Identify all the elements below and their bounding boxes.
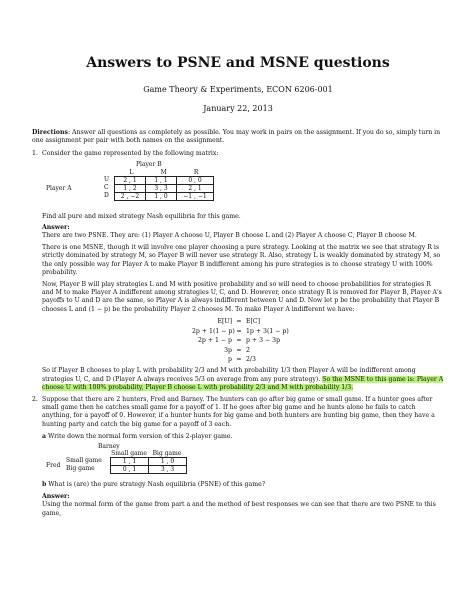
question-2	[32, 396, 444, 518]
payoff-cell: 3 , 3	[149, 465, 187, 473]
document-date: January 22, 2013	[203, 104, 273, 113]
row-header: U	[104, 175, 110, 183]
question-prompt: Suppose that there are 2 hunters, Fred and Barney. The hunters can go after big game or small game. If a hunter goes after small game then he catches small game for a payoff of 1. If he goes after big game and he hunts alone he fails to catch anything, for a payoff of 0. However, if a hunter hunts for big game and both hunters are hunting big game, then they have a hunting party and catch the big game for a payoff of 3 each.	[42, 395, 435, 428]
payoff-cell: 2 , −2	[115, 192, 146, 200]
conclusion-paragraph	[42, 367, 444, 392]
column-headers	[110, 450, 186, 457]
question-number: 1.	[32, 150, 38, 158]
column-header: M	[160, 168, 167, 176]
equation-row: 2p + 1(1 − p) = 1p + 3(1 − p)	[192, 327, 289, 335]
payoff-cell: −1 , −1	[177, 192, 214, 200]
question-1	[32, 150, 444, 392]
table-row	[111, 457, 187, 465]
column-player-label: Player B	[136, 160, 162, 168]
part-a-prompt: a Write down the normal form version of this 2-player game.	[42, 432, 233, 440]
row-headers	[66, 457, 102, 473]
table-row	[111, 465, 187, 473]
table-row	[115, 192, 214, 200]
payoff-cell: 2 , 1	[115, 176, 146, 184]
column-headers	[116, 169, 212, 176]
question-prompt: Consider the game represented by the following matrix:	[42, 150, 219, 158]
question-task: Find all pure and mixed strategy Nash equilibria for this game.	[42, 212, 241, 220]
question-number: 2.	[32, 395, 38, 403]
table-row	[115, 176, 214, 184]
answer-paragraph: There is one MSNE, though it will involve one player choosing a pure strategy. Looking at the matrix we see that strategy R is strictly dominated by strategy M, so Player B will never use strategy R. Also, strategy L is weakly dominated by strategy M, so the only possible way for Player A to make Player B indifferent among his pure strategies is to choose strategy U with 100% probability.	[42, 244, 441, 276]
payoff-cell: 0 , 1	[111, 465, 149, 473]
conclusion-text: So if Player B chooses to play L with probability 2/3 and M with probability 1/3 then Player A will be indifferent among strategies U, C, and D (Player A always receives 5/3 on average from any pure strategy).	[42, 367, 416, 383]
row-player-label: Player A	[46, 184, 72, 192]
answer-paragraph: Using the normal form of the game from part a and the method of best responses we can see that there are two PSNE to this game,	[42, 501, 436, 517]
payoff-cell: 1 , 2	[115, 184, 146, 192]
answer-paragraph: Now, Player B will play strategies L and M with positive probability and so will need to choose probabilities for strategies R and M to make Player A indifferent among strategies U, C, and D. However, once strategy R is removed for Player B, Player A's payoffs to U and D are the same, so Player A is always indifferent between U and D. Now let p be the probability that Player B chooses L and (1 − p) be the probability Player 2 chooses M. To make Player A indifferent we have:	[42, 281, 442, 313]
payoff-table	[110, 457, 187, 474]
row-header: Big game	[66, 464, 95, 472]
highlighted-answer: So the MSNE to this game is: Player A choose U with 100% probability, Player B choose L with probability 2/3 and M with probability 1/3.	[42, 375, 444, 391]
answer-label: Answer:	[42, 493, 70, 501]
payoff-cell: 0 , 0	[177, 176, 214, 184]
equation-row: 3p = 2	[224, 346, 250, 354]
equation-row: 2p + 1 − p = p + 3 − 3p	[197, 337, 281, 345]
column-header: Big game	[152, 449, 182, 457]
column-player-label: Barney	[98, 442, 120, 450]
directions-label: Directions	[32, 129, 68, 136]
equation-block	[192, 317, 444, 365]
payoff-cell: 1 , 1	[111, 457, 149, 465]
column-header: R	[193, 168, 199, 176]
payoff-cell: 1 , 1	[146, 176, 177, 184]
payoff-matrix-2	[46, 443, 444, 477]
payoff-table	[114, 176, 214, 201]
column-header: Small game	[111, 449, 147, 457]
payoff-cell: 1 , 0	[149, 457, 187, 465]
directions-text: : Answer all questions as completely as possible. You may work in pairs on the assignment. If you do so, simply turn in one assignment per pair with both names on the assignment.	[32, 129, 441, 145]
equation-row: E[U] = E[C]	[217, 318, 261, 326]
answer-paragraph: There are two PSNE. They are: (1) Player A choose U, Player B choose L and (2) Player A choose C, Player B choose M.	[42, 232, 417, 240]
row-header: Small game	[66, 456, 102, 464]
equation-row: p = 2/3	[228, 356, 256, 364]
table-row	[115, 184, 214, 192]
directions-paragraph	[32, 129, 444, 145]
payoff-matrix-1	[46, 161, 444, 211]
answer-label: Answer:	[42, 223, 70, 231]
payoff-cell: 1 , 0	[146, 192, 177, 200]
column-header: L	[129, 168, 134, 176]
payoff-cell: 3 , 3	[146, 184, 177, 192]
course-subtitle: Game Theory & Experiments, ECON 6206-001	[143, 85, 333, 94]
row-player-label: Fred	[46, 461, 61, 469]
document-title: Answers to PSNE and MSNE questions	[86, 55, 390, 71]
payoff-cell: 2 , 1	[177, 184, 214, 192]
row-headers	[104, 176, 109, 200]
part-b-prompt: b What is (are) the pure strategy Nash equilibria (PSNE) of this game?	[42, 480, 266, 488]
row-header: D	[104, 191, 109, 199]
row-header: C	[104, 183, 109, 191]
